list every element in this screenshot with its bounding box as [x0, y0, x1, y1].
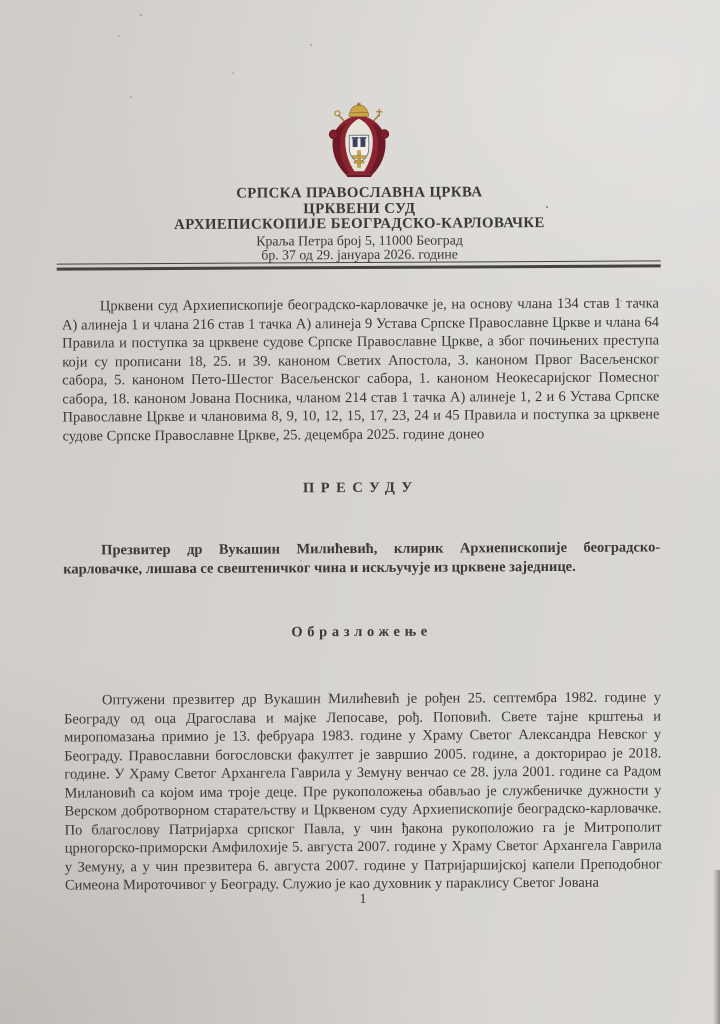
reasoning-heading: Образложење	[291, 623, 432, 641]
reference-number: бр. 37 од 29. јануара 2026. године	[261, 246, 458, 263]
serbian-orthodox-church-coat-of-arms-icon	[324, 102, 394, 180]
reasoning-paragraph: Оптужени презвитер др Вукашин Милићевић је рођен 25. септембра 1982. године у Београду од оца Драгослава и мајке Лепосаве, рођ. Поповић. Свете тајне крштења и миропомазања примио је 13. фебруара 1983. године у Храму Светог Александра Невског у Београду. Православни богословски факултет је завршио 2005. године, а докторирао је 2018. године. У Храму Светог Архангела Гаврила у Земуну венчао се 28. јула 2001. године са Радом Милановић са којом има троје деце. Пре рукоположења обављао је службеничке дужности у Верском добротворном старатељству и Црквеном суду Архиепископије београдско-карловачке. По благослову Патријарха српског Павла, у чин ђакона рукоположио га је Митрополит црногорско-приморски Амфилохије 5. августа 2007. године у Храму Светог Архангела Гаврила у Земуну, а у чин презвитера 6. августа 2007. године у Патријаршијској капели Преподобног Симеона Мироточивог у Београду. Служио је као духовник у параклису Светог Јована	[64, 689, 662, 894]
emblem-container	[0, 100, 719, 182]
page-number: 1	[359, 891, 367, 908]
verdict-heading: ПРЕСУДУ	[302, 479, 419, 497]
court-name: ЦРКВЕНИ СУД	[303, 200, 416, 217]
org-name: СРПСКА ПРАВОСЛАВНА ЦРКВА	[236, 184, 483, 202]
verdict-paragraph: Презвитер др Вукашин Милићевић, клирик Архиепископије београдско-карловачке, лишава се свештеничког чина и искључује из црквене заједнице.	[63, 539, 661, 578]
address-line: Краља Петра број 5, 11000 Београд	[256, 231, 463, 249]
diocese-name: АРХИЕПИСКОПИЈЕ БЕОГРАДСКО-КАРЛОВАЧКЕ	[174, 215, 545, 233]
letterhead	[0, 184, 720, 264]
intro-paragraph: Црквени суд Архиепископије београдско-карловачке је, на основу члана 134 став 1 тачка А) алинеја 1 и члана 216 став 1 тачка А) алинеја 9 Устава Српске Православне Цркве и члана 64 Правила и поступка за црквене судове Српске Православне Цркве, а због почињених преступа који су прописани 18, 25. и 39. каноном Светих Апостола, 3. каноном Првог Васељенског сабора, 5. каноном Пето-Шестог Васељенског сабора, 1. каноном Неокесаријског Помесног сабора, 18. каноном Јована Посника, чланом 214 став 1 тачка А) алинеје 1, 2 и 6 Устава Српске Православне Цркве и члановима 8, 9, 10, 12, 15, 17, 23, 24 и 45 Правила и поступка за црквене судове Српске Православне Цркве, 25. децембра 2025. године донео	[61, 295, 660, 445]
